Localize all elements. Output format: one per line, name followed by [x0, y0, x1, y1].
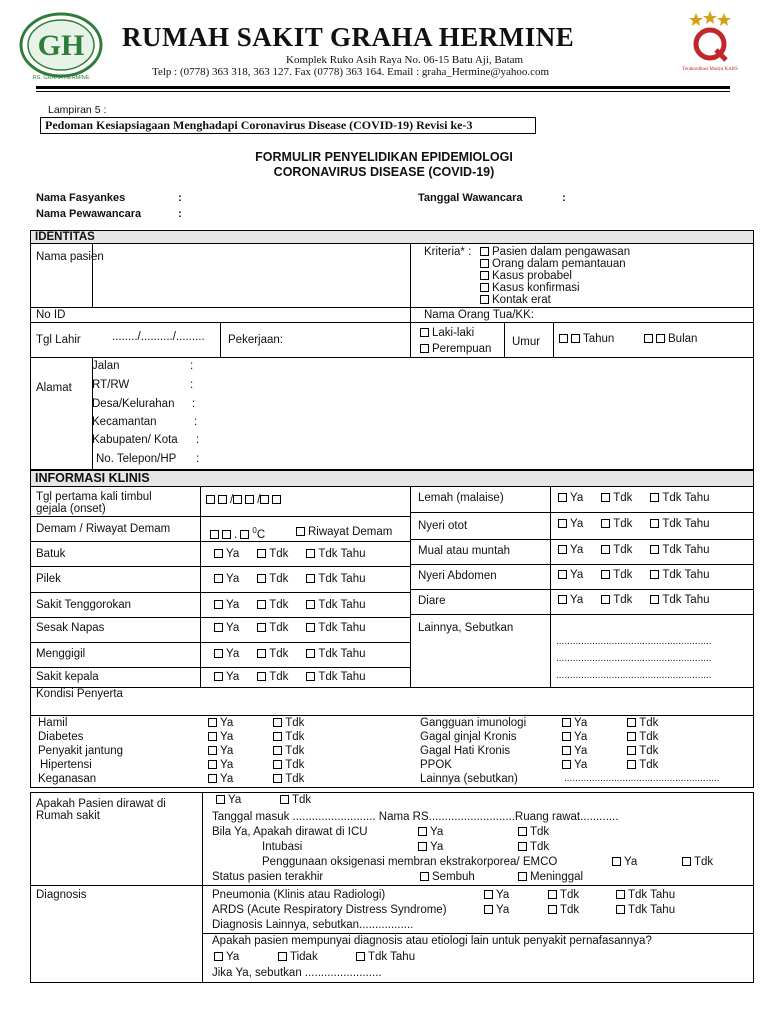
gender-laki[interactable]: Laki-laki	[420, 327, 474, 339]
alamat-telepon: No. Telepon/HP	[96, 453, 177, 465]
pneumonia-ya[interactable]: Ya	[484, 889, 509, 901]
icu-tdk[interactable]: Tdk	[518, 826, 549, 838]
checkbox[interactable]	[559, 334, 568, 343]
symptom-menggigil: Menggigil	[36, 648, 86, 660]
alamat-label: Alamat	[36, 382, 72, 394]
nama-pasien-field[interactable]	[96, 248, 404, 304]
checkbox[interactable]	[656, 334, 665, 343]
pneumonia-tdk-tahu[interactable]: Tdk Tahu	[616, 889, 675, 901]
umur-bulan[interactable]: Bulan	[644, 333, 697, 345]
symptom-tenggorokan: Sakit Tenggorokan	[36, 599, 132, 611]
logo-ring-text: RS. GRAHA HERMINE	[32, 75, 90, 81]
fasyankes-label: Nama Fasyankes	[36, 192, 126, 204]
option-group[interactable]: Ya Tdk	[208, 773, 304, 785]
icu-ya[interactable]: Ya	[418, 826, 443, 838]
tgl-lahir-field[interactable]: ......../........../.........	[112, 331, 205, 343]
nama-ortu-label: Nama Orang Tua/KK:	[424, 309, 534, 321]
option-group[interactable]: Ya Tdk Tdk Tahu	[214, 648, 366, 660]
tgl-lahir-label: Tgl Lahir	[36, 334, 81, 346]
icu-label: Bila Ya, Apakah dirawat di ICU	[212, 826, 368, 838]
jika-ya-line[interactable]: Jika Ya, sebutkan ........................	[212, 967, 382, 979]
klinis-header: INFORMASI KLINIS	[30, 470, 754, 487]
tanggal-wawancara-label: Tanggal Wawancara	[418, 192, 523, 204]
colon: :	[178, 208, 182, 220]
gender-perempuan[interactable]: Perempuan	[420, 343, 491, 355]
comorb-ppok: PPOK	[420, 759, 452, 771]
option-group[interactable]: Ya Tdk Tdk Tahu	[214, 548, 366, 560]
identitas-header: IDENTITAS	[30, 230, 754, 244]
symptom-lemah: Lemah (malaise)	[418, 492, 504, 504]
symptom-nyeri-otot: Nyeri otot	[418, 520, 468, 532]
option-group[interactable]: Ya Tdk	[562, 745, 658, 757]
kriteria-option[interactable]: Orang dalam pemantauan	[480, 258, 626, 270]
kondisi-row	[30, 688, 754, 716]
emco-ya[interactable]: Ya	[612, 856, 637, 868]
onset-label: Tgl pertama kali timbul	[36, 491, 152, 503]
option-group[interactable]: Ya Tdk Tdk Tahu	[214, 573, 366, 585]
checkbox[interactable]	[480, 295, 489, 304]
option-group[interactable]: Ya Tdk	[562, 717, 658, 729]
pekerjaan-label: Pekerjaan:	[228, 334, 283, 346]
status-meninggal[interactable]: Meninggal	[518, 871, 583, 883]
symptom-nyeri-abdomen: Nyeri Abdomen	[418, 570, 497, 582]
kriteria-option[interactable]: Kasus konfirmasi	[480, 282, 580, 294]
checkbox[interactable]	[296, 527, 305, 536]
etiologi-question: Apakah pasien mempunyai diagnosis atau etiologi lain untuk penyakit pernafasannya?	[212, 935, 652, 947]
tanggal-masuk-line[interactable]: Tanggal masuk .......................... Nama RS...........................Ruang rawat............	[212, 811, 619, 823]
option-group[interactable]: Ya Tdk Tdk Tahu	[558, 569, 710, 581]
kriteria-label: Kriteria* :	[424, 246, 472, 258]
hospital-name: RUMAH SAKIT GRAHA HERMINE	[122, 22, 575, 52]
option-group[interactable]: Ya Tdk	[562, 731, 658, 743]
rawat-tdk[interactable]: Tdk	[280, 794, 311, 806]
symptom-pilek: Pilek	[36, 573, 61, 585]
logo-letters: GH	[37, 29, 85, 62]
emco-label: Penggunaan oksigenasi membran ekstrakorporea/ EMCO	[262, 856, 558, 868]
form-title-line2: CORONAVIRUS DISEASE (COVID-19)	[273, 165, 495, 179]
kriteria-option[interactable]: Kontak erat	[480, 294, 551, 306]
option-group[interactable]: Ya Tdk Tdk Tahu	[558, 518, 710, 530]
lainnya-label: Lainnya, Sebutkan	[418, 622, 514, 634]
symptom-diare: Diare	[418, 595, 446, 607]
status-label: Status pasien terakhir	[212, 871, 324, 883]
checkbox[interactable]	[480, 271, 489, 280]
option-group[interactable]: Ya Tdk	[562, 759, 658, 771]
checkbox[interactable]	[420, 328, 429, 337]
kriteria-option[interactable]: Kasus probabel	[480, 270, 572, 282]
kondisi-label: Kondisi Penyerta	[36, 688, 123, 700]
comorb-keganasan: Keganasan	[38, 773, 97, 785]
comorb-hati: Gagal Hati Kronis	[420, 745, 511, 757]
option-group[interactable]: Ya Tdk Tdk Tahu	[214, 622, 366, 634]
ards-tdk[interactable]: Tdk	[548, 904, 579, 916]
rawat-ya[interactable]: Ya	[216, 794, 241, 806]
symptom-batuk: Batuk	[36, 548, 66, 560]
accreditation-logo	[682, 10, 738, 80]
checkbox[interactable]	[480, 247, 489, 256]
umur-label: Umur	[512, 336, 541, 348]
nama-pasien-label: Nama pasien	[36, 251, 104, 263]
colon: :	[562, 192, 566, 204]
option-group[interactable]: Ya Tdk Tdk Tahu	[558, 492, 710, 504]
rawat-label: Apakah Pasien dirawat di	[36, 798, 166, 810]
option-group[interactable]: Ya Tdk	[208, 731, 304, 743]
checkbox[interactable]	[480, 259, 489, 268]
rawat-label-2: Rumah sakit	[36, 810, 100, 822]
ards-tdk-tahu[interactable]: Tdk Tahu	[616, 904, 675, 916]
symptom-sakit-kepala: Sakit kepala	[36, 671, 99, 683]
checkbox[interactable]	[571, 334, 580, 343]
intubasi-tdk[interactable]: Tdk	[518, 841, 549, 853]
form-title-line1: FORMULIR PENYELIDIKAN EPIDEMIOLOGI	[255, 150, 513, 164]
alamat-jalan: Jalan	[92, 360, 120, 372]
onset-date-field[interactable]: / /	[206, 494, 284, 506]
lainnya-line[interactable]: ........................................................	[556, 636, 712, 647]
header-rule	[36, 86, 730, 89]
diagnosis-label: Diagnosis	[36, 889, 87, 901]
symptom-mual: Mual atau muntah	[418, 545, 511, 557]
checkbox[interactable]	[480, 283, 489, 292]
symptom-sesak: Sesak Napas	[36, 622, 105, 634]
header-rule-thin	[36, 91, 730, 92]
etiologi-tidak[interactable]: Tidak	[278, 951, 318, 963]
emco-tdk[interactable]: Tdk	[682, 856, 713, 868]
option-group[interactable]: Ya Tdk Tdk Tahu	[558, 544, 710, 556]
pneumonia-label: Pneumonia (Klinis atau Radiologi)	[212, 889, 386, 901]
intubasi-ya[interactable]: Ya	[418, 841, 443, 853]
ards-label: ARDS (Acute Respiratory Distress Syndrome)	[212, 904, 447, 916]
lainnya-line[interactable]: ........................................................	[556, 670, 712, 681]
onset-label-2: gejala (onset)	[36, 503, 106, 515]
comorb-diabetes: Diabetes	[38, 731, 84, 743]
option-group[interactable]: Ya Tdk Tdk Tahu	[214, 671, 366, 683]
pewawancara-label: Nama Pewawancara	[36, 208, 142, 220]
lainnya-line[interactable]: ........................................................	[556, 653, 712, 664]
comorb-jantung: Penyakit jantung	[38, 745, 124, 757]
comorb-ginjal: Gagal ginjal Kronis	[420, 731, 517, 743]
pneumonia-tdk[interactable]: Tdk	[548, 889, 579, 901]
option-group[interactable]: Ya Tdk Tdk Tahu	[214, 599, 366, 611]
hospital-address: Komplek Ruko Asih Raya No. 06-15 Batu Aji, Batam	[286, 54, 524, 66]
colon: :	[178, 192, 182, 204]
option-group[interactable]: Ya Tdk	[208, 745, 304, 757]
hospital-logo	[18, 12, 104, 82]
demam-label: Demam / Riwayat Demam	[36, 523, 171, 535]
comorb-hamil: Hamil	[38, 717, 68, 729]
alamat-desa: Desa/Kelurahan	[92, 398, 175, 410]
diagnosis-lainnya-line[interactable]: Diagnosis Lainnya, sebutkan.................	[212, 919, 414, 931]
suhu-field[interactable]: . $^0$C	[210, 526, 265, 541]
no-id-label: No ID	[36, 309, 66, 321]
option-group[interactable]: Ya Tdk	[208, 759, 304, 771]
comorb-lainnya: Lainnya (sebutkan)	[420, 773, 518, 785]
alamat-rtrw: RT/RW	[92, 379, 130, 391]
accreditation-text: Terakreditasi Madya KARS	[682, 67, 738, 72]
etiologi-ya[interactable]: Ya	[214, 951, 239, 963]
checkbox[interactable]	[644, 334, 653, 343]
alamat-kecamatan: Kecamantan	[92, 416, 157, 428]
status-sembuh[interactable]: Sembuh	[420, 871, 475, 883]
comorb-lainnya-line[interactable]: ........................................................	[564, 773, 720, 784]
riwayat-demam-option[interactable]: Riwayat Demam	[296, 526, 392, 538]
lampiran-label: Lampiran 5 :	[48, 104, 107, 116]
ards-ya[interactable]: Ya	[484, 904, 509, 916]
comorb-hipertensi: Hipertensi	[40, 759, 92, 771]
checkbox[interactable]	[420, 344, 429, 353]
intubasi-label: Intubasi	[262, 841, 303, 853]
alamat-kabupaten: Kabupaten/ Kota	[92, 434, 178, 446]
umur-tahun[interactable]: Tahun	[559, 333, 614, 345]
comorb-imunologi: Gangguan imunologi	[420, 717, 527, 729]
option-group[interactable]: Ya Tdk	[208, 717, 304, 729]
pedoman-box: Pedoman Kesiapsiagaan Menghadapi Coronavirus Disease (COVID-19) Revisi ke-3	[40, 117, 536, 134]
etiologi-tdk-tahu[interactable]: Tdk Tahu	[356, 951, 415, 963]
hospital-contact: Telp : (0778) 363 318, 363 127. Fax (0778) 363 164. Email : graha_Hermine@yahoo.com	[152, 66, 550, 78]
option-group[interactable]: Ya Tdk Tdk Tahu	[558, 594, 710, 606]
kriteria-option[interactable]: Pasien dalam pengawasan	[480, 246, 630, 258]
